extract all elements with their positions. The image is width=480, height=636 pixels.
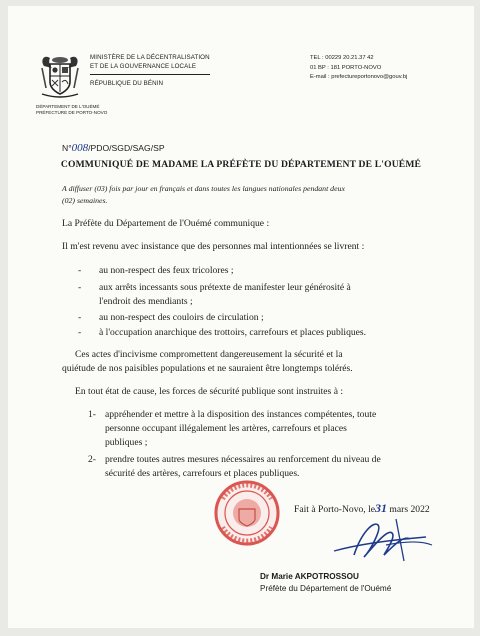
republic-name: RÉPUBLIQUE DU BÉNIN <box>90 80 164 88</box>
handwritten-signature-icon <box>326 511 436 567</box>
email: E-mail : prefectureportonovo@gouv.bj <box>310 74 408 81</box>
official-seal-icon <box>213 479 281 547</box>
numbered-item-text-continued: publiques ; <box>105 437 148 448</box>
ministry-name-line1: MINISTÈRE DE LA DÉCENTRALISATION <box>90 54 210 61</box>
communique-page <box>8 6 474 628</box>
list-item <box>78 264 418 278</box>
document-title: COMMUNIQUÉ DE MADAME LA PRÉFÈTE DU DÉPARTEMENT DE L'OUÉMÉ <box>60 159 422 170</box>
bullet-text: au non-respect des couloirs de circulation ; <box>99 312 264 323</box>
broadcast-instruction-line2: (02) semaines. <box>62 196 108 205</box>
bullet-text-continued: l'endroit des mendiants ; <box>99 296 193 307</box>
numbered-item <box>88 453 428 481</box>
first-paragraph: Il m'est revenu avec insistance que des personnes mal intentionnées se livrent : <box>62 241 365 252</box>
signatory-title: Préfète du Département de l'Ouémé <box>260 584 392 593</box>
department-name: DÉPARTEMENT DE L'OUÉMÉ <box>36 104 100 109</box>
intro-paragraph: La Préfète du Département de l'Ouémé communique : <box>62 218 270 229</box>
coat-of-arms-icon <box>38 52 82 100</box>
ministry-header <box>90 54 240 89</box>
department-header <box>36 104 107 116</box>
bullet-dash: - <box>78 265 82 276</box>
header-divider <box>90 74 210 75</box>
reference-handwritten-number: 008 <box>71 142 89 154</box>
contact-block <box>310 54 470 83</box>
second-paragraph-line2: quiétude de nos paisibles populations et ne sauraient être longtemps tolérés. <box>62 363 353 374</box>
bullet-dash: - <box>78 312 82 323</box>
list-item <box>78 311 418 325</box>
bullet-text: aux arrêts incessants sous prétexte de manifester leur générosité à <box>99 282 351 293</box>
second-paragraph-line1: Ces actes d'incivisme compromettent dangereusement la sécurité et la <box>75 349 343 360</box>
bullet-text: au non-respect des feux tricolores ; <box>99 265 234 276</box>
month-year: mars 2022 <box>389 504 430 515</box>
reference-suffix: /PDO/SGD/SAG/SP <box>88 143 165 153</box>
list-item <box>78 281 418 309</box>
list-item <box>78 326 438 340</box>
broadcast-instruction-line1: A diffuser (03) fois par jour en français et dans toutes les langues nationales pendant deux <box>62 184 345 193</box>
telephone: TEL : 00229 20.21.37 42 <box>310 55 374 61</box>
numbered-item-text-continued: sécurité des artères, carrefours et places publiques. <box>105 468 300 479</box>
broadcast-instruction <box>62 183 432 207</box>
postal-box: 01 BP : 181 PORTO-NOVO <box>310 64 382 71</box>
signatory-name: Dr Marie AKPOTROSSOU <box>260 572 359 581</box>
numbered-item <box>88 408 428 450</box>
item-number: 1- <box>88 409 96 420</box>
bullet-text: à l'occupation anarchique des trottoirs, carrefours et places publiques. <box>99 327 367 338</box>
reference-number <box>62 142 165 154</box>
prefecture-name: PRÉFECTURE DE PORTO-NOVO <box>36 110 108 115</box>
numbered-item-text: appréhender et mettre à la disposition des instances compétentes, toute <box>105 409 377 420</box>
bullet-dash: - <box>78 327 82 338</box>
third-paragraph: En tout état de cause, les forces de sécurité publique sont instruites à : <box>75 386 344 397</box>
numbered-item-text: prendre toutes autres mesures nécessaires au renforcement du niveau de <box>105 454 381 465</box>
numbered-item-text-continued: personne occupant illégalement les artères, carrefours et places <box>105 423 347 434</box>
ministry-name-line2: ET DE LA GOUVERNANCE LOCALE <box>90 62 197 70</box>
bullet-dash: - <box>78 282 82 293</box>
item-number: 2- <box>88 454 96 465</box>
reference-prefix: N° <box>62 143 72 153</box>
handwritten-day: 31 <box>375 501 388 515</box>
place-prefix: Fait à Porto-Novo, le <box>294 504 376 515</box>
